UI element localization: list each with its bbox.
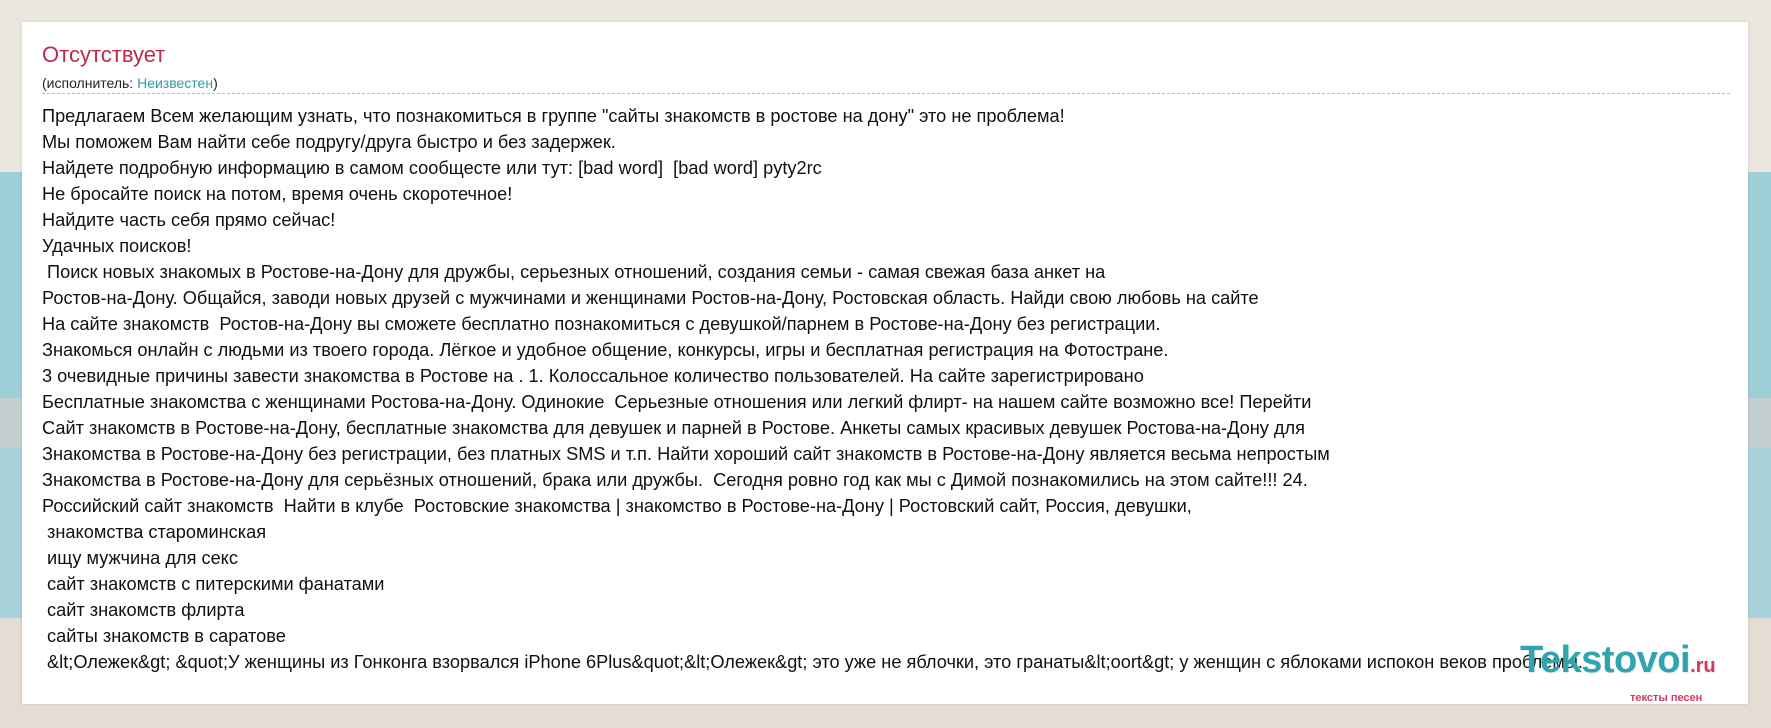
lyrics-line: сайты знакомств в саратове [42,626,286,646]
lyrics-line: знакомства староминская [42,522,267,542]
site-logo[interactable] [1520,640,1716,686]
lyrics-line: Найдите часть себя прямо сейчас! [42,210,336,230]
lyrics-card [22,22,1748,704]
lyrics-line: ищу мужчина для секс [42,548,238,568]
lyrics-line: Удачных поисков! [42,236,192,256]
song-title: Отсутствует [42,42,166,67]
lyrics-line: Найдете подробную информацию в самом сообщесте или тут: [bad word] [bad word] pyty2rc [42,158,822,178]
lyrics-line: Бесплатные знакомства с женщинами Ростова-на-Дону. Одинокие Серьезные отношения или легкий флирт- на нашем сайте возможно все! Перейти [42,392,1312,412]
lyrics-line: На сайте знакомств Ростов-на-Дону вы сможете бесплатно познакомиться с девушкой/парнем в Ростове-на-Дону без регистрации. [42,314,1161,334]
performer-link[interactable]: Неизвестен [137,75,214,91]
performer-suffix: ) [213,75,218,91]
lyrics-line: Российский сайт знакомств Найти в клубе Ростовские знакомства | знакомство в Ростове-на-Дону | Ростовский сайт, Россия, девушки, [42,496,1192,516]
lyrics-line: Предлагаем Всем желающим узнать, что познакомиться в группе "сайты знакомств в ростове на дону" это не проблема! [42,106,1065,126]
lyrics-line: &lt;Олежек&gt; &quot;У женщины из Гонконга взорвался iPhone 6Plus&quot;&lt;Олежек&gt; это уже не яблочки, это гранаты&lt;oort&gt; у женщин с яблоками испокон веков проблемы. [42,652,1583,672]
logo-tagline: тексты песен [1630,692,1703,704]
lyrics-line: сайт знакомств флирта [42,600,245,620]
logo-tld: .ru [1690,655,1716,677]
lyrics-line: сайт знакомств с питерскими фанатами [42,574,385,594]
lyrics-line: Мы поможем Вам найти себе подругу/друга быстро и без задержек. [42,132,616,152]
performer-prefix: (исполнитель: [42,75,138,91]
lyrics-text [42,103,1742,675]
performer-line [42,74,218,92]
divider [42,93,1730,94]
lyrics-line: 3 очевидные причины завести знакомства в Ростове на . 1. Колоссальное количество пользователей. На сайте зарегистрировано [42,366,1144,386]
lyrics-line: Не бросайте поиск на потом, время очень скоротечное! [42,184,513,204]
lyrics-line: Знакомься онлайн с людьми из твоего города. Лёгкое и удобное общение, конкурсы, игры и бесплатная регистрация на Фотостране. [42,340,1169,360]
lyrics-line: Поиск новых знакомых в Ростове-на-Дону для дружбы, серьезных отношений, создания семьи - самая свежая база анкет на [42,262,1106,282]
logo-name: Tekstovoi [1520,639,1691,681]
lyrics-line: Знакомства в Ростове-на-Дону для серьёзных отношений, брака или дружбы. Сегодня ровно год как мы с Димой познакомились на этом сайте!!! 24. [42,470,1308,490]
lyrics-line: Знакомства в Ростове-на-Дону без регистрации, без платных SMS и т.п. Найти хороший сайт знакомств в Ростове-на-Дону является весьма непростым [42,444,1330,464]
lyrics-line: Ростов-на-Дону. Общайся, заводи новых друзей с мужчинами и женщинами Ростов-на-Дону, Ростовская область. Найди свою любовь на сайте [42,288,1259,308]
lyrics-line: Сайт знакомств в Ростове-на-Дону, бесплатные знакомства для девушек и парней в Ростове. Анкеты самых красивых девушек Ростова-на-Дону для [42,418,1305,438]
